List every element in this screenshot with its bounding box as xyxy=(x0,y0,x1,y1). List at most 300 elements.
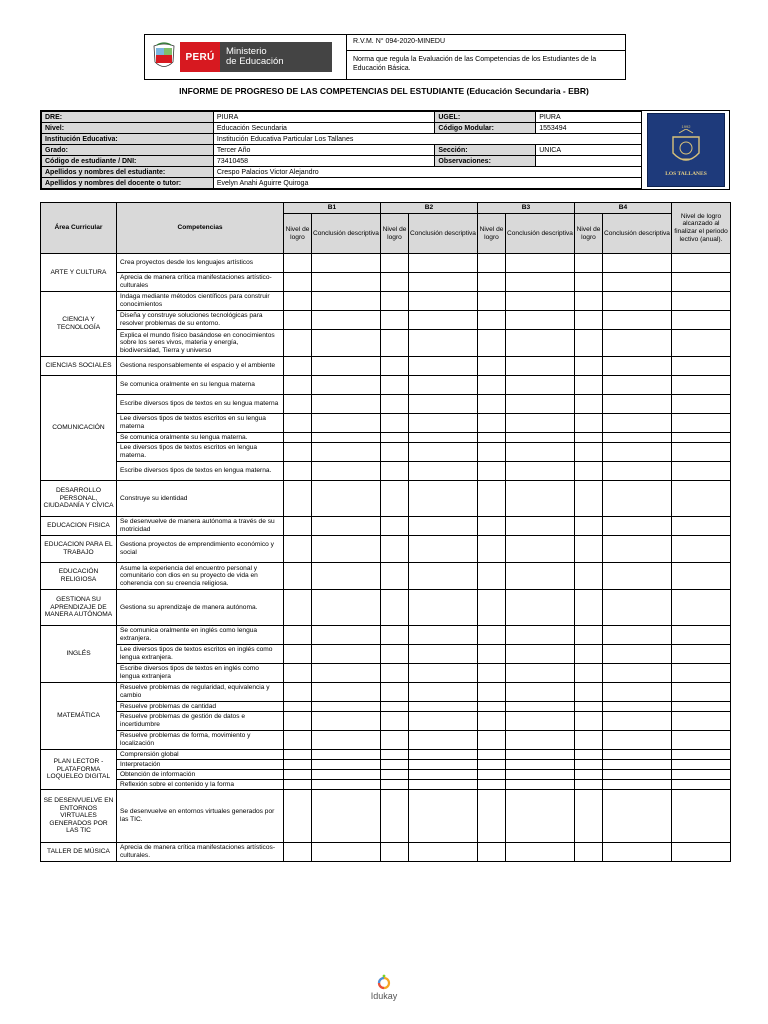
nivel-logro-cell xyxy=(478,683,506,702)
conclusion-header: Conclusión descriptiva xyxy=(409,214,478,254)
conclusion-cell xyxy=(603,414,672,433)
conclusion-cell xyxy=(603,843,672,862)
table-row xyxy=(41,414,731,433)
nivel-logro-cell xyxy=(478,790,506,843)
conclusion-cell xyxy=(603,433,672,443)
conclusion-cell xyxy=(312,780,381,790)
conclusion-cell xyxy=(506,780,575,790)
final-level-cell xyxy=(672,462,731,481)
nivel-logro-cell xyxy=(284,311,312,330)
conclusion-cell xyxy=(603,645,672,664)
nivel-logro-cell xyxy=(381,462,409,481)
nivel-logro-cell xyxy=(575,462,603,481)
conclusion-cell xyxy=(603,330,672,357)
competencia-text: Asume la experiencia del encuentro personal y comunitario con dios en su proyecto de vida en coherencia con su creencia religiosa. xyxy=(117,563,284,590)
nivel-logro-cell xyxy=(381,395,409,414)
nivel-logro-cell xyxy=(284,626,312,645)
competencia-text: Escribe diversos tipos de textos en su lengua materna xyxy=(117,395,284,414)
final-level-cell xyxy=(672,770,731,780)
competencia-text: Construye su identidad xyxy=(117,481,284,517)
competencia-text: Gestiona proyectos de emprendimiento económico y social xyxy=(117,536,284,563)
conclusion-header: Conclusión descriptiva xyxy=(603,214,672,254)
table-row xyxy=(41,843,731,862)
conclusion-cell xyxy=(409,395,478,414)
final-level-cell xyxy=(672,750,731,760)
nivel-logro-cell xyxy=(284,517,312,536)
conclusion-cell xyxy=(409,376,478,395)
nivel-logro-cell xyxy=(284,664,312,683)
nivel-logro-cell xyxy=(575,760,603,770)
institucion-value: Institución Educativa Particular Los Tallanes xyxy=(213,134,641,145)
conclusion-cell xyxy=(312,273,381,292)
conclusion-cell xyxy=(409,664,478,683)
rvm-number: R.V.M. N° 094-2020-MINEDU xyxy=(347,35,625,51)
conclusion-cell xyxy=(603,311,672,330)
table-row xyxy=(41,462,731,481)
table-row xyxy=(41,536,731,563)
nivel-value: Educación Secundaria xyxy=(213,123,434,134)
competencia-text: Diseña y construye soluciones tecnológicas para resolver problemas de su entorno. xyxy=(117,311,284,330)
final-level-cell xyxy=(672,702,731,712)
conclusion-cell xyxy=(506,626,575,645)
conclusion-cell xyxy=(603,357,672,376)
conclusion-cell xyxy=(312,683,381,702)
conclusion-cell xyxy=(409,433,478,443)
nivel-logro-cell xyxy=(381,517,409,536)
nivel-logro-cell xyxy=(381,790,409,843)
competencia-text: Lee diversos tipos de textos escritos en inglés como lengua extranjera. xyxy=(117,645,284,664)
conclusion-cell xyxy=(312,517,381,536)
final-level-cell xyxy=(672,590,731,626)
final-level-cell xyxy=(672,731,731,750)
conclusion-cell xyxy=(603,760,672,770)
nivel-logro-cell xyxy=(478,590,506,626)
conclusion-cell xyxy=(409,790,478,843)
competencia-text: Reflexión sobre el contenido y la forma xyxy=(117,780,284,790)
conclusion-cell xyxy=(506,292,575,311)
nivel-logro-cell xyxy=(284,481,312,517)
final-level-cell xyxy=(672,433,731,443)
nivel-logro-cell xyxy=(575,664,603,683)
nivel-logro-cell xyxy=(284,760,312,770)
nivel-logro-cell xyxy=(478,357,506,376)
conclusion-cell xyxy=(409,702,478,712)
nivel-logro-cell xyxy=(478,645,506,664)
nivel-logro-cell xyxy=(381,433,409,443)
final-level-cell xyxy=(672,481,731,517)
nivel-logro-cell xyxy=(575,683,603,702)
table-row xyxy=(41,357,731,376)
conclusion-cell xyxy=(603,536,672,563)
nivel-logro-cell xyxy=(478,254,506,273)
conclusion-cell xyxy=(506,790,575,843)
competencias-table xyxy=(40,202,731,862)
school-logo: 1992 LOS TALLANES xyxy=(647,113,725,187)
nivel-logro-cell xyxy=(284,731,312,750)
final-level-cell xyxy=(672,664,731,683)
idukay-brand: Idukay xyxy=(0,974,768,1001)
conclusion-cell xyxy=(603,712,672,731)
nivel-logro-cell xyxy=(284,712,312,731)
conclusion-cell xyxy=(506,517,575,536)
conclusion-cell xyxy=(603,790,672,843)
conclusion-cell xyxy=(409,626,478,645)
competencia-text: Explica el mundo físico basándose en conocimientos sobre los seres vivos, materia y energía, biodiversidad, Tierra y universo xyxy=(117,330,284,357)
conclusion-cell xyxy=(506,645,575,664)
nivel-logro-cell xyxy=(478,750,506,760)
conclusion-cell xyxy=(409,254,478,273)
table-row xyxy=(41,376,731,395)
codigo-estudiante-value: 73410458 xyxy=(213,156,434,167)
institucion-label: Institución Educativa: xyxy=(42,134,214,145)
conclusion-cell xyxy=(312,664,381,683)
conclusion-cell xyxy=(409,517,478,536)
final-level-cell xyxy=(672,376,731,395)
area-name: DESARROLLO PERSONAL, CIUDADANÍA Y CÍVICA xyxy=(41,481,117,517)
final-level-cell xyxy=(672,645,731,664)
area-name: EDUCACION FISICA xyxy=(41,517,117,536)
nivel-logro-cell xyxy=(381,254,409,273)
table-row xyxy=(41,645,731,664)
conclusion-cell xyxy=(603,770,672,780)
conclusion-cell xyxy=(603,462,672,481)
competencia-text: Resuelve problemas de forma, movimiento y localización xyxy=(117,731,284,750)
dre-value: PIURA xyxy=(213,112,434,123)
conclusion-cell xyxy=(409,330,478,357)
conclusion-cell xyxy=(312,590,381,626)
table-row xyxy=(41,481,731,517)
competencia-text: Aprecia de manera crítica manifestaciones artísticos-culturales. xyxy=(117,843,284,862)
nivel-logro-cell xyxy=(284,395,312,414)
nivel-logro-cell xyxy=(575,590,603,626)
nivel-logro-cell xyxy=(575,443,603,462)
conclusion-cell xyxy=(409,712,478,731)
conclusion-cell xyxy=(312,357,381,376)
nivel-logro-header: Nivel de logro xyxy=(478,214,506,254)
final-level-cell xyxy=(672,843,731,862)
competencia-text: Se desenvuelve en entornos virtuales generados por las TIC. xyxy=(117,790,284,843)
table-row xyxy=(41,563,731,590)
nivel-logro-cell xyxy=(284,750,312,760)
nivel-logro-cell xyxy=(478,330,506,357)
final-level-cell xyxy=(672,292,731,311)
conclusion-cell xyxy=(506,311,575,330)
nivel-logro-cell xyxy=(478,273,506,292)
competencia-text: Resuelve problemas de regularidad, equivalencia y cambio xyxy=(117,683,284,702)
grado-value: Tercer Año xyxy=(213,145,434,156)
final-level-cell xyxy=(672,790,731,843)
conclusion-cell xyxy=(603,750,672,760)
conclusion-cell xyxy=(603,780,672,790)
nivel-logro-cell xyxy=(478,536,506,563)
conclusion-cell xyxy=(603,590,672,626)
conclusion-cell xyxy=(312,292,381,311)
conclusion-cell xyxy=(506,770,575,780)
conclusion-header: Conclusión descriptiva xyxy=(312,214,381,254)
competencia-text: Se comunica oralmente en inglés como lengua extranjera. xyxy=(117,626,284,645)
nivel-logro-cell xyxy=(284,843,312,862)
observaciones-label: Observaciones: xyxy=(435,156,536,167)
nivel-logro-cell xyxy=(381,712,409,731)
nivel-logro-cell xyxy=(381,780,409,790)
table-row xyxy=(41,780,731,790)
codigo-modular-value: 1553494 xyxy=(536,123,642,134)
conclusion-cell xyxy=(506,750,575,760)
nivel-logro-cell xyxy=(575,395,603,414)
nivel-logro-cell xyxy=(381,563,409,590)
final-level-cell xyxy=(672,517,731,536)
conclusion-cell xyxy=(506,273,575,292)
nivel-logro-cell xyxy=(575,376,603,395)
table-row xyxy=(41,626,731,645)
conclusion-cell xyxy=(409,443,478,462)
conclusion-cell xyxy=(409,311,478,330)
competencia-text: Resuelve problemas de cantidad xyxy=(117,702,284,712)
conclusion-cell xyxy=(312,712,381,731)
conclusion-cell xyxy=(312,481,381,517)
nivel-logro-cell xyxy=(575,330,603,357)
conclusion-cell xyxy=(312,843,381,862)
nivel-logro-cell xyxy=(284,683,312,702)
table-row xyxy=(41,330,731,357)
competencias-header: Competencias xyxy=(117,203,284,254)
codigo-estudiante-label: Código de estudiante / DNI: xyxy=(42,156,214,167)
final-level-cell xyxy=(672,254,731,273)
area-name: EDUCACION PARA EL TRABAJO xyxy=(41,536,117,563)
conclusion-cell xyxy=(312,731,381,750)
conclusion-cell xyxy=(409,590,478,626)
nivel-logro-cell xyxy=(284,590,312,626)
conclusion-cell xyxy=(409,731,478,750)
conclusion-cell xyxy=(506,760,575,770)
area-name: ARTE Y CULTURA xyxy=(41,254,117,292)
competencia-text: Crea proyectos desde los lenguajes artísticos xyxy=(117,254,284,273)
norma-description: Norma que regula la Evaluación de las Competencias de los Estudiantes de la Educación Básica. xyxy=(353,56,597,72)
nivel-logro-cell xyxy=(381,645,409,664)
area-name: GESTIONA SU APRENDIZAJE DE MANERA AUTÓNOMA xyxy=(41,590,117,626)
peru-brand-label: PERÚ xyxy=(180,42,220,72)
conclusion-cell xyxy=(506,712,575,731)
table-row xyxy=(41,731,731,750)
conclusion-cell xyxy=(409,750,478,760)
area-name: INGLÉS xyxy=(41,626,117,683)
nivel-logro-header: Nivel de logro xyxy=(381,214,409,254)
nivel-logro-cell xyxy=(478,563,506,590)
conclusion-cell xyxy=(409,536,478,563)
conclusion-cell xyxy=(409,273,478,292)
nivel-logro-cell xyxy=(381,731,409,750)
ugel-label: UGEL: xyxy=(435,112,536,123)
conclusion-cell xyxy=(506,395,575,414)
table-row xyxy=(41,590,731,626)
nivel-logro-cell xyxy=(478,462,506,481)
nivel-logro-cell xyxy=(575,292,603,311)
nivel-logro-cell xyxy=(284,330,312,357)
nivel-logro-cell xyxy=(284,376,312,395)
seccion-label: Sección: xyxy=(435,145,536,156)
final-level-cell xyxy=(672,357,731,376)
table-row xyxy=(41,712,731,731)
nivel-logro-cell xyxy=(478,517,506,536)
competencia-text: Gestiona su aprendizaje de manera autónoma. xyxy=(117,590,284,626)
conclusion-cell xyxy=(506,702,575,712)
nivel-logro-cell xyxy=(284,536,312,563)
conclusion-cell xyxy=(409,481,478,517)
final-level-header: Nivel de logro alcanzado al finalizar el periodo lectivo (anual). xyxy=(672,203,731,254)
nivel-logro-cell xyxy=(575,702,603,712)
conclusion-cell xyxy=(506,462,575,481)
competencia-text: Escribe diversos tipos de textos en inglés como lengua extranjera xyxy=(117,664,284,683)
conclusion-cell xyxy=(506,590,575,626)
conclusion-cell xyxy=(312,311,381,330)
final-level-cell xyxy=(672,273,731,292)
nivel-logro-cell xyxy=(478,664,506,683)
dre-label: DRE: xyxy=(42,112,214,123)
competencia-text: Escribe diversos tipos de textos en lengua materna. xyxy=(117,462,284,481)
nivel-logro-cell xyxy=(478,481,506,517)
docente-nombre-label: Apellidos y nombres del docente o tutor: xyxy=(42,178,214,189)
conclusion-cell xyxy=(506,414,575,433)
nivel-logro-cell xyxy=(381,292,409,311)
conclusion-cell xyxy=(312,443,381,462)
conclusion-cell xyxy=(603,443,672,462)
nivel-logro-cell xyxy=(478,311,506,330)
nivel-logro-cell xyxy=(575,254,603,273)
nivel-logro-cell xyxy=(284,770,312,780)
nivel-logro-cell xyxy=(575,563,603,590)
nivel-logro-cell xyxy=(478,395,506,414)
competencia-text: Resuelve problemas de gestión de datos e incertidumbre xyxy=(117,712,284,731)
final-level-cell xyxy=(672,712,731,731)
conclusion-cell xyxy=(603,273,672,292)
nivel-logro-cell xyxy=(575,843,603,862)
grado-label: Grado: xyxy=(42,145,214,156)
nivel-logro-cell xyxy=(575,536,603,563)
conclusion-cell xyxy=(506,664,575,683)
conclusion-cell xyxy=(312,563,381,590)
nivel-logro-cell xyxy=(381,843,409,862)
conclusion-cell xyxy=(312,702,381,712)
nivel-logro-cell xyxy=(381,770,409,780)
conclusion-cell xyxy=(506,357,575,376)
nivel-logro-cell xyxy=(284,790,312,843)
conclusion-cell xyxy=(506,481,575,517)
nivel-logro-cell xyxy=(575,414,603,433)
competencia-text: Interpretación xyxy=(117,760,284,770)
conclusion-cell xyxy=(506,443,575,462)
nivel-logro-cell xyxy=(284,462,312,481)
conclusion-cell xyxy=(409,462,478,481)
conclusion-cell xyxy=(312,536,381,563)
conclusion-cell xyxy=(603,395,672,414)
table-row xyxy=(41,433,731,443)
area-name: COMUNICACIÓN xyxy=(41,376,117,481)
conclusion-cell xyxy=(603,292,672,311)
conclusion-header: Conclusión descriptiva xyxy=(506,214,575,254)
nivel-logro-cell xyxy=(575,517,603,536)
conclusion-cell xyxy=(312,760,381,770)
nivel-logro-cell xyxy=(284,645,312,664)
report-title: INFORME DE PROGRESO DE LAS COMPETENCIAS DEL ESTUDIANTE (Educación Secundaria - EBR) xyxy=(179,86,589,96)
conclusion-cell xyxy=(506,843,575,862)
competencia-text: Lee diversos tipos de textos escritos en lengua materna. xyxy=(117,443,284,462)
conclusion-cell xyxy=(506,683,575,702)
conclusion-cell xyxy=(312,770,381,780)
coat-of-arms-icon xyxy=(151,41,177,73)
nivel-logro-cell xyxy=(478,433,506,443)
school-crest-icon xyxy=(669,129,703,169)
conclusion-cell xyxy=(409,843,478,862)
table-row xyxy=(41,254,731,273)
nivel-logro-cell xyxy=(478,731,506,750)
bimester-header: B1 xyxy=(284,203,381,214)
area-name: MATEMÁTICA xyxy=(41,683,117,750)
conclusion-cell xyxy=(312,645,381,664)
area-name: TALLER DE MÚSICA xyxy=(41,843,117,862)
competencia-text: Indaga mediante métodos científicos para construir conocimientos xyxy=(117,292,284,311)
table-row xyxy=(41,664,731,683)
conclusion-cell xyxy=(312,462,381,481)
nivel-logro-cell xyxy=(284,414,312,433)
ministry-label: Ministerio de Educación xyxy=(220,42,332,72)
conclusion-cell xyxy=(506,536,575,563)
conclusion-cell xyxy=(409,770,478,780)
nivel-logro-cell xyxy=(381,330,409,357)
nivel-logro-cell xyxy=(478,292,506,311)
final-level-cell xyxy=(672,395,731,414)
nivel-logro-cell xyxy=(284,433,312,443)
nivel-logro-cell xyxy=(575,311,603,330)
conclusion-cell xyxy=(409,780,478,790)
conclusion-cell xyxy=(506,433,575,443)
competencia-text: Obtención de información xyxy=(117,770,284,780)
table-row xyxy=(41,292,731,311)
conclusion-cell xyxy=(603,254,672,273)
area-name: SE DESENVUELVE EN ENTORNOS VIRTUALES GENERADOS POR LAS TIC xyxy=(41,790,117,843)
final-level-cell xyxy=(672,311,731,330)
nivel-logro-cell xyxy=(575,770,603,780)
nivel-logro-cell xyxy=(575,357,603,376)
area-name: CIENCIAS SOCIALES xyxy=(41,357,117,376)
bimester-header: B2 xyxy=(381,203,478,214)
nivel-logro-cell xyxy=(284,357,312,376)
nivel-logro-cell xyxy=(284,254,312,273)
table-row xyxy=(41,750,731,760)
seccion-value: UNICA xyxy=(536,145,642,156)
nivel-logro-cell xyxy=(478,414,506,433)
nivel-logro-cell xyxy=(381,760,409,770)
conclusion-cell xyxy=(312,626,381,645)
table-row xyxy=(41,770,731,780)
nivel-logro-cell xyxy=(381,357,409,376)
bimester-header: B4 xyxy=(575,203,672,214)
nivel-logro-cell xyxy=(381,376,409,395)
conclusion-cell xyxy=(603,626,672,645)
competencia-text: Gestiona responsablemente el espacio y el ambiente xyxy=(117,357,284,376)
final-level-cell xyxy=(672,563,731,590)
conclusion-cell xyxy=(603,664,672,683)
table-row xyxy=(41,702,731,712)
nivel-logro-cell xyxy=(284,780,312,790)
table-row xyxy=(41,760,731,770)
nivel-logro-cell xyxy=(575,273,603,292)
competencia-text: Se comunica oralmente su lengua materna. xyxy=(117,433,284,443)
nivel-logro-cell xyxy=(575,645,603,664)
area-name: EDUCACIÓN RELIGIOSA xyxy=(41,563,117,590)
nivel-logro-cell xyxy=(284,273,312,292)
docente-nombre-value: Evelyn Anahi Aguirre Quiroga xyxy=(213,178,641,189)
nivel-logro-cell xyxy=(381,664,409,683)
